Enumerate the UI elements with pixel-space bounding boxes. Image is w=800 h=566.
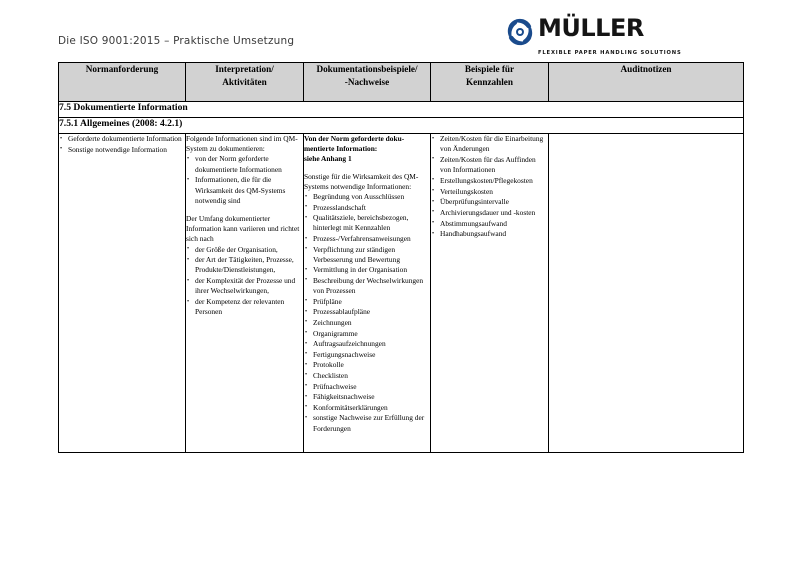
table-header-row <box>59 63 744 102</box>
section-title-dokumentierte-information: 7.5 Dokumentierte Information <box>59 102 744 118</box>
cell-kennzahlen <box>431 134 549 453</box>
list-item: • Sonstige notwendige Information <box>59 145 185 155</box>
list-item: • der Komplexität der Prozesse und ihrer Wechselwirkungen, <box>186 276 303 296</box>
normanforderung-bullet-list <box>59 134 185 155</box>
column-header-line-1: Dokumentationsbeispiele/ <box>316 64 418 74</box>
list-item: • Zeichnungen <box>304 318 430 328</box>
kennzahlen-bullet-list <box>431 134 548 240</box>
table-row <box>59 134 744 453</box>
logo-tagline: FLEXIBLE PAPER HANDLING SOLUTIONS <box>538 50 682 56</box>
list-item: • Überprüfungsintervalle <box>431 197 548 207</box>
interpretation-intro: Folgende Informationen sind im QM-System zu dokumentieren: <box>186 134 298 154</box>
column-header-line-1: Auditnotizen <box>620 64 672 74</box>
column-header-line-1: Normanforderung <box>85 64 159 74</box>
cell-normanforderung <box>59 134 186 453</box>
list-item: • Konformitätserklärungen <box>304 403 430 413</box>
list-item: • Prozess-/Verfahrensanweisungen <box>304 234 430 244</box>
column-header-line-2: Kennzahlen <box>466 77 513 87</box>
cell-auditnotizen <box>549 134 744 453</box>
list-item: • Beschreibung der Wechselwirkungen von Prozessen <box>304 276 430 296</box>
column-header-line-2: -Nachweise <box>344 77 390 87</box>
document-header <box>0 0 800 58</box>
list-item: • Archivierungsdauer und -kosten <box>431 208 548 218</box>
dokumentation-heading-line-3: siehe Anhang 1 <box>304 154 352 164</box>
list-item: • sonstige Nachweise zur Erfüllung der Forderungen <box>304 413 430 433</box>
list-item: • Verpflichtung zur ständigen Verbesserung und Bewertung <box>304 245 430 265</box>
column-header-auditnotizen <box>549 63 744 102</box>
list-item: • der Kompetenz der relevanten Personen <box>186 297 303 317</box>
logo-text-block <box>538 14 743 56</box>
list-item: • Abstimmungsaufwand <box>431 219 548 229</box>
dokumentation-bullet-list <box>304 192 430 434</box>
list-item: • Handhabungsaufwand <box>431 229 548 239</box>
list-item: • Geforderte dokumentierte Information <box>59 134 185 144</box>
list-item: • Qualitätsziele, bereichsbezogen, hinterlegt mit Kennzahlen <box>304 213 430 233</box>
list-item: • Auftragsaufzeichnungen <box>304 339 430 349</box>
list-item: • Prozesslandschaft <box>304 203 430 213</box>
cell-dokumentationsbeispiele <box>304 134 431 453</box>
interpretation-bullet-list-2 <box>186 245 303 318</box>
list-item: • der Größe der Organisation, <box>186 245 303 255</box>
logo-wordmark: MÜLLER <box>538 14 644 42</box>
list-item: • Organigramme <box>304 329 430 339</box>
iso-requirements-table <box>58 62 744 453</box>
list-item: • Begründung von Ausschlüssen <box>304 192 430 202</box>
list-item: • Erstellungskosten/Pflegekosten <box>431 176 548 186</box>
list-item: • Prüfnachweise <box>304 382 430 392</box>
list-item: • Checklisten <box>304 371 430 381</box>
column-header-line-2: Aktivitäten <box>222 77 267 87</box>
list-item: • Vermittlung in der Organisation <box>304 265 430 275</box>
list-item: • Verteilungskosten <box>431 187 548 197</box>
dokumentation-heading-line-1: Von der Norm geforderte doku- <box>304 134 405 143</box>
muller-swirl-icon <box>505 17 535 47</box>
page-title: Die ISO 9001:2015 – Praktische Umsetzung <box>58 35 295 47</box>
column-header-line-1: Interpretation/ <box>215 64 274 74</box>
cell-interpretation <box>186 134 304 453</box>
list-item: • Prüfpläne <box>304 297 430 307</box>
column-header-kennzahlen <box>431 63 549 102</box>
dokumentation-heading-line-2: mentierte Information: <box>304 144 378 154</box>
list-item: • von der Norm geforderte dokumentierte Informationen <box>186 154 303 174</box>
section-row-7-5 <box>59 102 744 118</box>
column-header-normanforderung <box>59 63 186 102</box>
list-item: • der Art der Tätigkeiten, Prozesse, Produkte/Dienstleistungen, <box>186 255 303 275</box>
list-item: • Prozessablaufpläne <box>304 307 430 317</box>
list-item: • Zeiten/Kosten für das Auffinden von Informationen <box>431 155 548 175</box>
list-item: • Informationen, die für die Wirksamkeit des QM-Systems notwendig sind <box>186 175 303 206</box>
list-item: • Protokolle <box>304 360 430 370</box>
list-item: • Fähigkeitsnachweise <box>304 392 430 402</box>
column-header-line-1: Beispiele für <box>464 64 515 74</box>
interpretation-bullet-list-1 <box>186 154 303 206</box>
section-title-allgemeines: 7.5.1 Allgemeines (2008: 4.2.1) <box>59 118 744 134</box>
company-logo <box>505 14 745 56</box>
dokumentation-intro-2: Sonstige für die Wirksamkeit des QM-Systems notwendige Informationen: <box>304 171 419 191</box>
column-header-interpretation <box>186 63 304 102</box>
column-header-dokumentationsbeispiele <box>304 63 431 102</box>
section-row-7-5-1 <box>59 118 744 134</box>
interpretation-intro-2: Der Umfang dokumentierter Information kann variieren und richtet sich nach <box>186 213 300 244</box>
list-item: • Fertigungsnachweise <box>304 350 430 360</box>
list-item: • Zeiten/Kosten für die Einarbeitung von Änderungen <box>431 134 548 154</box>
